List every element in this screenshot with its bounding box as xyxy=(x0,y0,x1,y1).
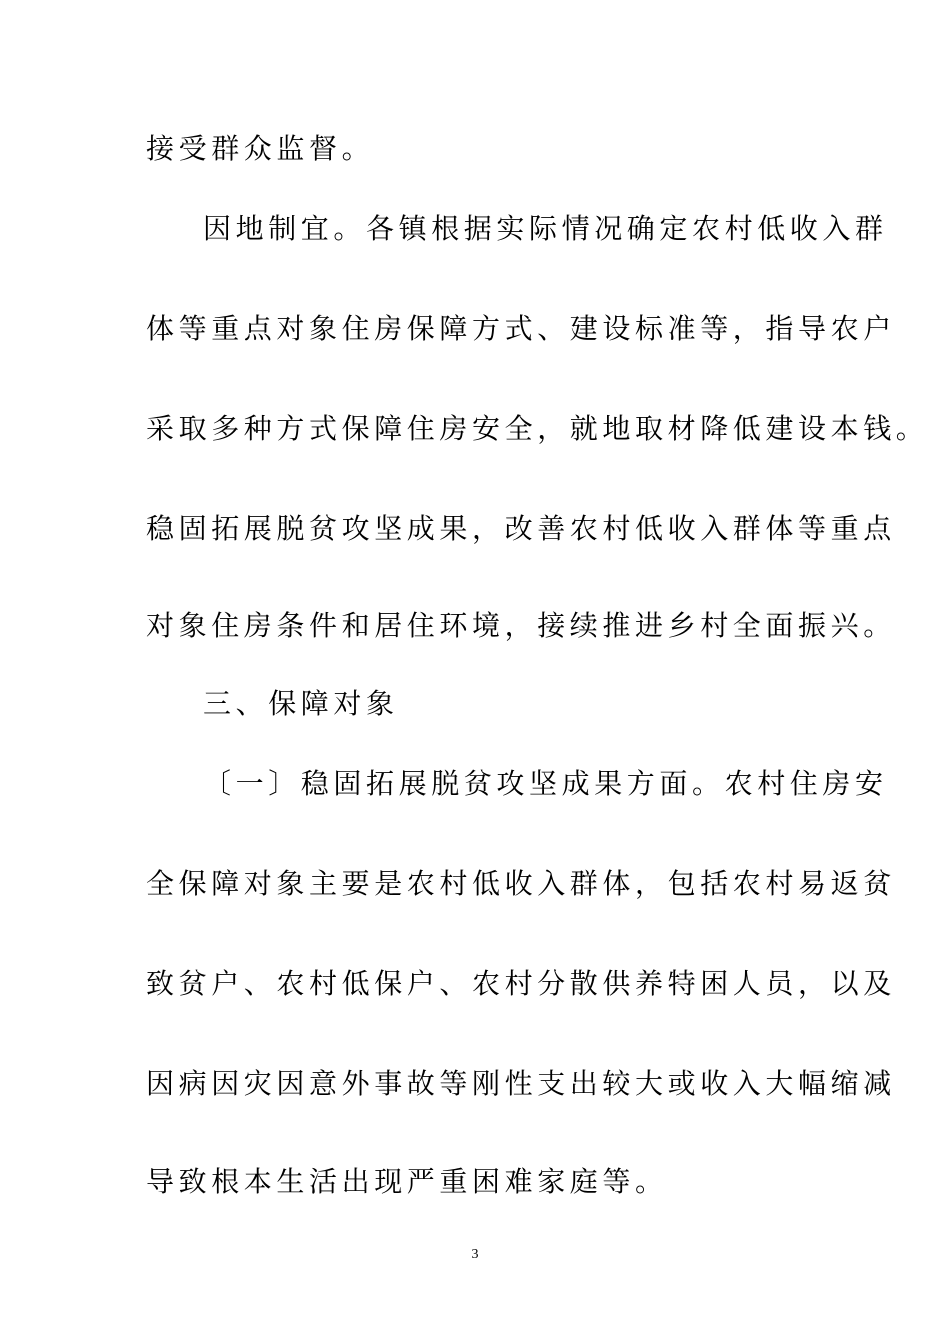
text-line: 导致根本生活出现严重困难家庭等。 xyxy=(146,1165,668,1198)
text-line: 采取多种方式保障住房安全，就地取材降低建设本钱。 xyxy=(146,412,929,445)
section-heading: 三、保障对象 xyxy=(203,687,399,720)
text-line: 因病因灾因意外事故等刚性支出较大或收入大幅缩减 xyxy=(146,1067,896,1100)
text-line: 对象住房条件和居住环境，接续推进乡村全面振兴。 xyxy=(146,609,896,642)
text-line: 〔一〕稳固拓展脱贫攻坚成果方面。农村住房安 xyxy=(203,767,888,800)
text-line: 全保障对象主要是农村低收入群体，包括农村易返贫 xyxy=(146,867,896,900)
text-line: 因地制宜。各镇根据实际情况确定农村低收入群 xyxy=(203,212,888,245)
text-line: 接受群众监督。 xyxy=(146,132,375,165)
text-line: 稳固拓展脱贫攻坚成果，改善农村低收入群体等重点 xyxy=(146,512,896,545)
text-line: 致贫户、农村低保户、农村分散供养特困人员，以及 xyxy=(146,967,896,1000)
page-number: 3 xyxy=(471,1247,479,1262)
text-line: 体等重点对象住房保障方式、建设标准等，指导农户 xyxy=(146,312,896,345)
